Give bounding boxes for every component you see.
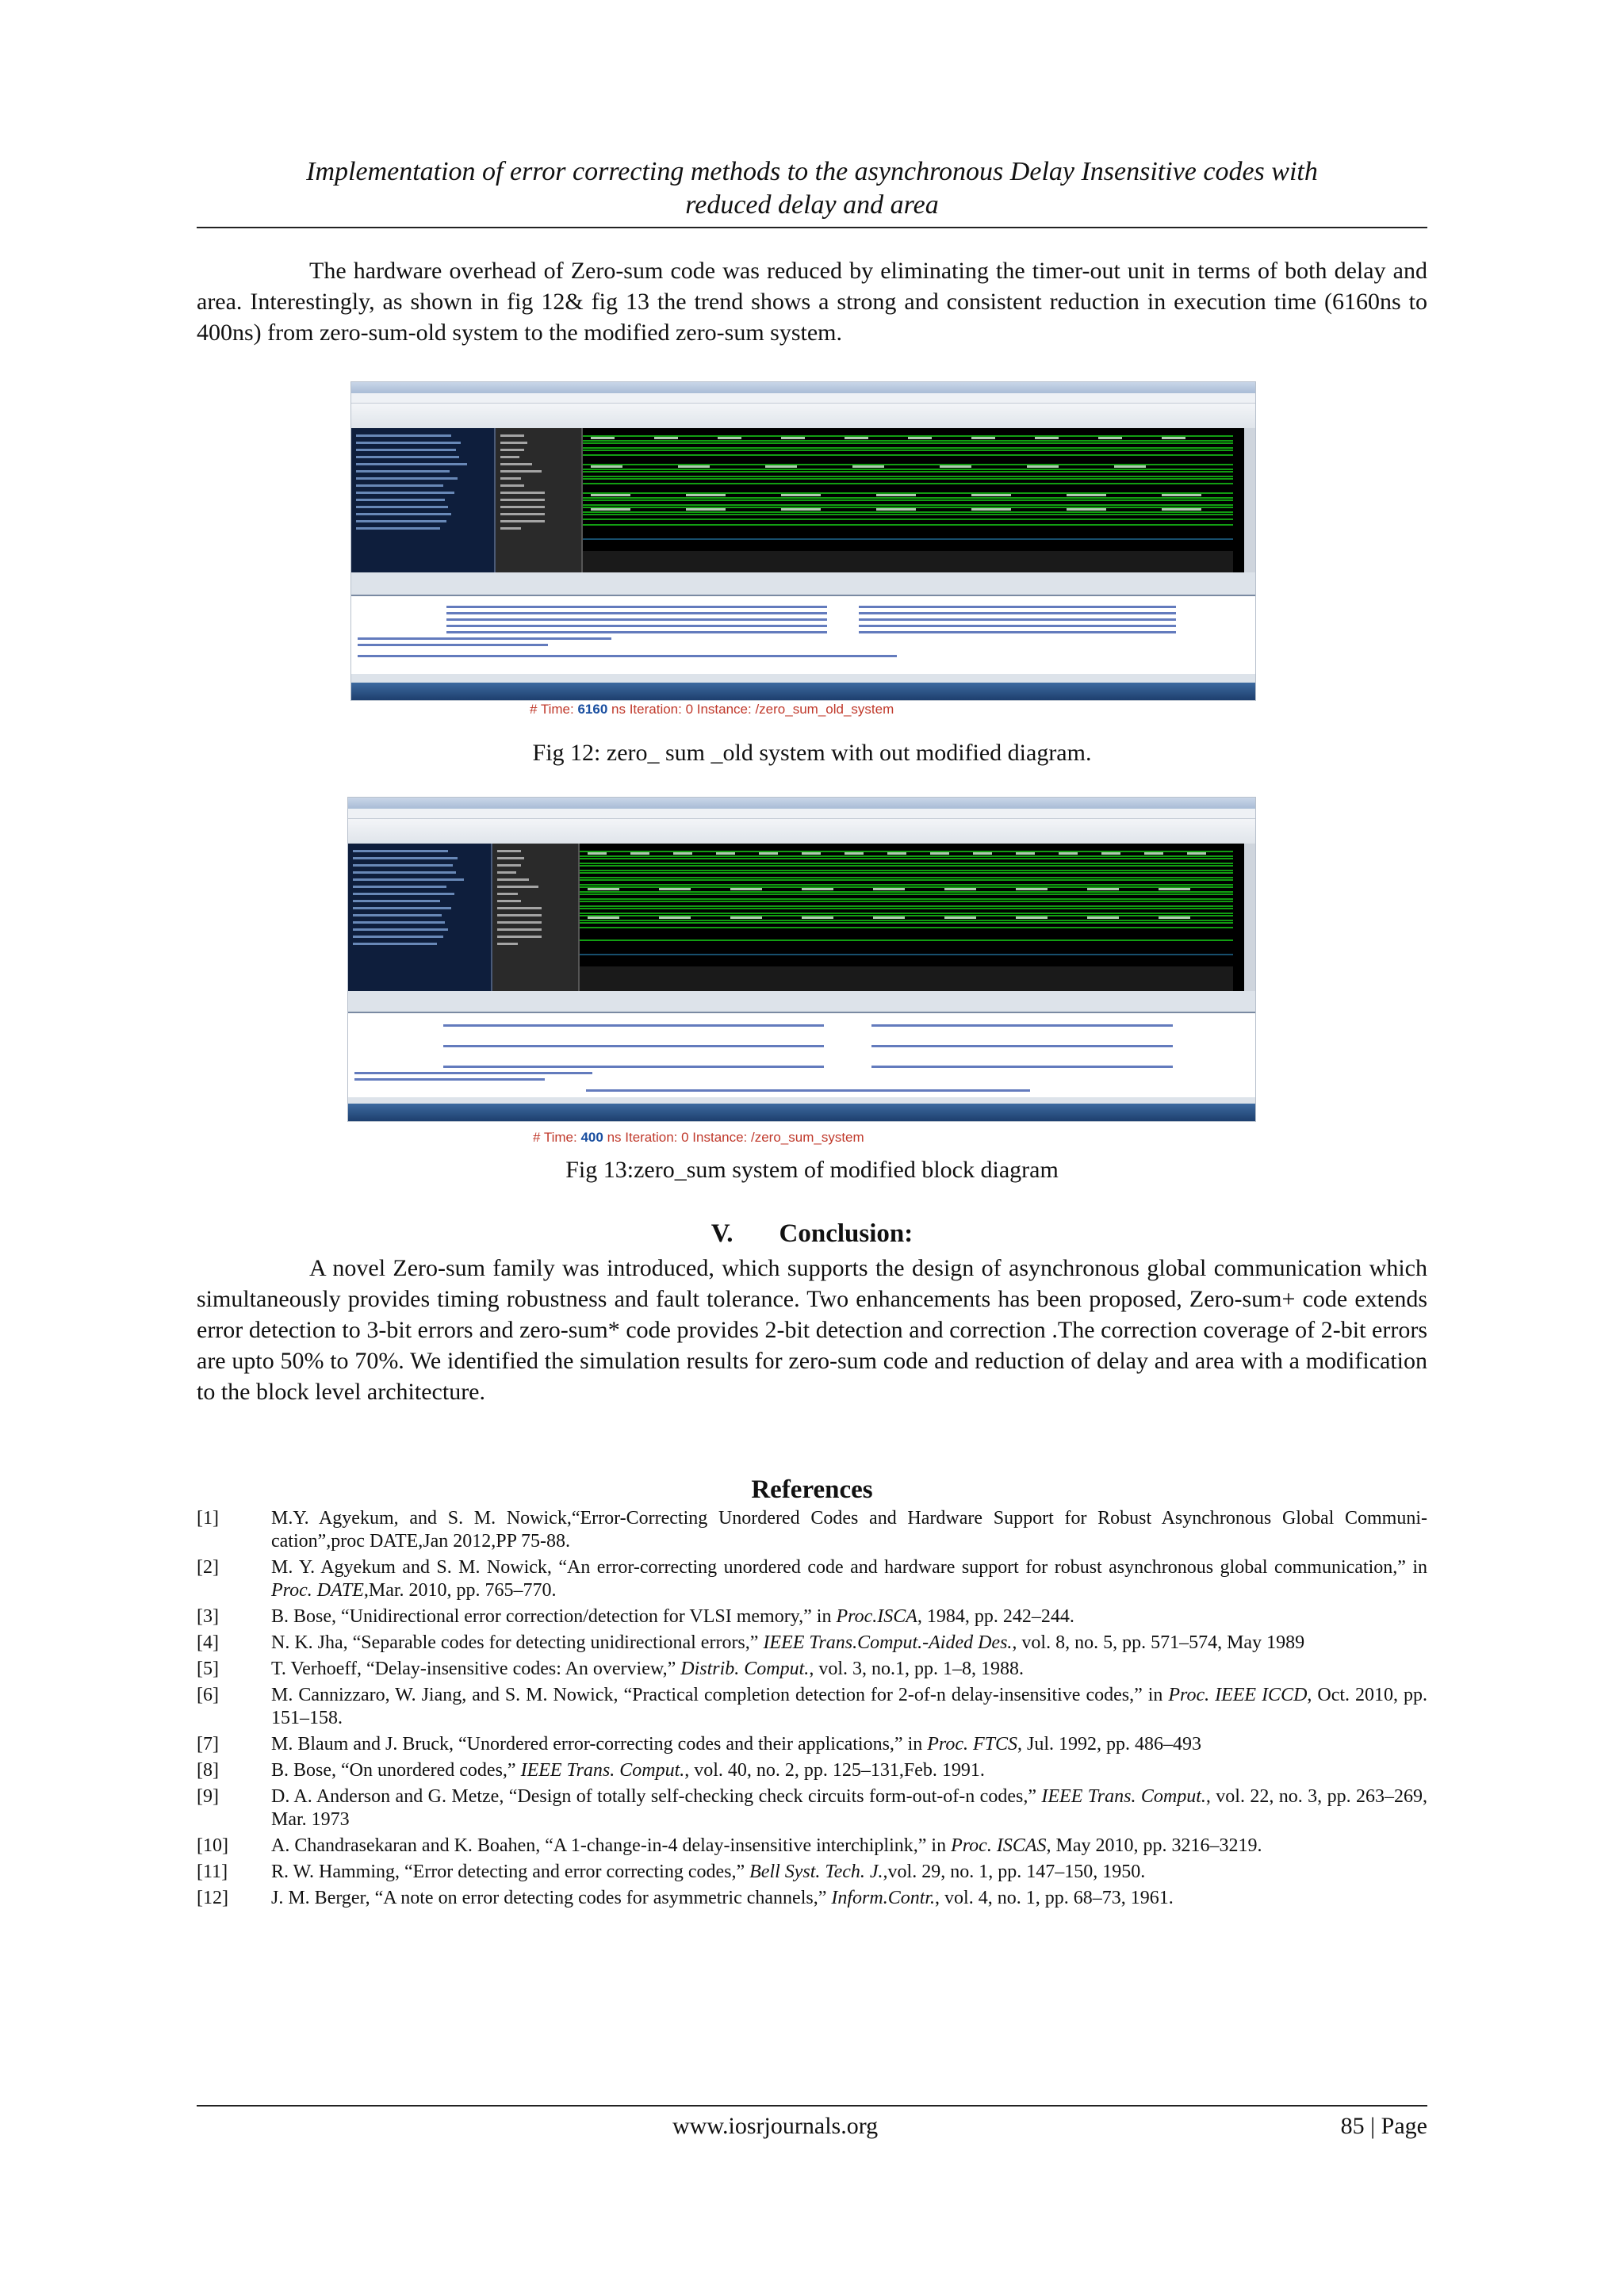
footer-url[interactable]: www.iosrjournals.org xyxy=(672,2113,879,2139)
reference-item xyxy=(197,1785,1427,1831)
reference-number: [4] xyxy=(197,1632,219,1653)
figure-13-time-label xyxy=(533,1130,864,1146)
running-header xyxy=(197,155,1427,222)
conclusion-paragraph: A novel Zero-sum family was introduced, which supports the design of asynchronous global communication which simultaneously provides timing robustness and fault tolerance. Two enhancements has been proposed, Zero-sum+ code extends error detection to 3-bit errors and zero-sum* code provides 2-bit detection and correction .The correction coverage of 2-bit errors are upto 50% to 70%. We identified the simulation results for zero-sum code and reduction of delay and area with a modification to the block level architecture. xyxy=(197,1255,1427,1405)
reference-venue: Proc.ISCA xyxy=(836,1606,917,1627)
reference-number: [3] xyxy=(197,1606,219,1627)
reference-text xyxy=(271,1887,1427,1910)
signal-value-rows xyxy=(492,844,578,991)
figure-13-screenshot xyxy=(347,797,1256,1122)
reference-text xyxy=(271,1684,1427,1730)
signal-value-list xyxy=(492,844,580,991)
reference-text xyxy=(271,1632,1427,1655)
waveform-trace-graphic xyxy=(580,844,1233,991)
reference-venue: Distrib. Comput. xyxy=(680,1659,810,1679)
reference-venue: Proc. ISCAS xyxy=(951,1835,1047,1856)
reference-text-main: M.Y. Agyekum, and S. M. Nowick,“Error-Correcting Unordered Codes and Hardware Support for Robust Asynchronous Global Communi-cation”,proc DATE,Jan 2012,PP 75-88. xyxy=(271,1508,1427,1552)
figure-13-time-prefix: # Time: xyxy=(533,1130,581,1145)
reference-item xyxy=(197,1684,1427,1730)
reference-text xyxy=(271,1556,1427,1602)
reference-details: , vol. 22, no. 3, pp. 263–269, Mar. 1973 xyxy=(271,1786,1427,1830)
figure-12-screenshot xyxy=(350,381,1256,701)
sim-toolbar xyxy=(348,819,1255,845)
sim-window-titlebar xyxy=(351,382,1255,393)
reference-number: [2] xyxy=(197,1557,219,1578)
reference-text xyxy=(271,1835,1427,1858)
signal-value-rows xyxy=(496,428,581,572)
reference-number: [6] xyxy=(197,1685,219,1705)
reference-venue: IEEE Trans. Comput. xyxy=(1041,1786,1206,1807)
reference-details: , 1984, pp. 242–244. xyxy=(917,1606,1074,1627)
reference-text-main: D. A. Anderson and G. Metze, “Design of totally self-checking check circuits form-out-of-n codes,” xyxy=(271,1786,1042,1807)
reference-item xyxy=(197,1733,1427,1756)
transcript-text-lines xyxy=(351,596,1255,674)
reference-details: , May 2010, pp. 3216–3219. xyxy=(1046,1835,1262,1856)
signal-name-rows xyxy=(348,844,491,991)
reference-venue: Proc. IEEE ICCD xyxy=(1168,1685,1308,1705)
reference-details: , Jul. 1992, pp. 486–493 xyxy=(1017,1734,1202,1755)
conclusion-title: Conclusion: xyxy=(779,1219,914,1248)
reference-number: [1] xyxy=(197,1508,219,1529)
reference-details: , vol. 3, no.1, pp. 1–8, 1988. xyxy=(809,1659,1024,1679)
footer-page-number: 85 | Page xyxy=(1340,2113,1427,2139)
reference-item xyxy=(197,1507,1427,1553)
reference-text-main: R. W. Hamming, “Error detecting and error correcting codes,” xyxy=(271,1862,750,1882)
reference-venue: Bell Syst. Tech. J. xyxy=(749,1862,883,1882)
signal-value-list xyxy=(496,428,583,572)
reference-text xyxy=(271,1507,1427,1553)
running-header-line1: Implementation of error correcting methods to the asynchronous Delay Insensitive codes with xyxy=(306,157,1318,186)
reference-venue: IEEE Trans. Comput. xyxy=(520,1760,685,1781)
figure-12-time-label xyxy=(530,702,894,718)
reference-text-main: J. M. Berger, “A note on error detecting codes for asymmetric channels,” xyxy=(271,1888,832,1908)
waveform-panel xyxy=(351,428,1255,572)
reference-text xyxy=(271,1785,1427,1831)
reference-number: [10] xyxy=(197,1835,228,1856)
figure-12-time-value: 6160 xyxy=(577,702,608,717)
waveform-scrollbar[interactable] xyxy=(1244,844,1255,991)
reference-item xyxy=(197,1759,1427,1782)
reference-item xyxy=(197,1835,1427,1858)
figure-12-time-prefix: # Time: xyxy=(530,702,578,717)
reference-venue: Proc. DATE xyxy=(271,1580,364,1601)
reference-text-main: T. Verhoeff, “Delay-insensitive codes: An overview,” xyxy=(271,1659,681,1679)
reference-details: ,vol. 29, no. 1, pp. 147–150, 1950. xyxy=(883,1862,1146,1882)
figure-12-caption: Fig 12: zero_ sum _old system with out modified diagram. xyxy=(532,740,1092,766)
reference-item xyxy=(197,1556,1427,1602)
reference-text-main: M. Cannizzaro, W. Jiang, and S. M. Nowick, “Practical completion detection for 2-of-n delay-insensitive codes,” in xyxy=(271,1685,1169,1705)
reference-text-main: M. Y. Agyekum and S. M. Nowick, “An error-correcting unordered code and hardware support for robust asynchronous global communication,” in xyxy=(271,1557,1427,1578)
reference-details: , Oct. 2010, pp. 151–158. xyxy=(271,1685,1427,1728)
os-taskbar xyxy=(348,1104,1255,1121)
waveform-traces xyxy=(583,428,1244,572)
reference-details: , vol. 4, no. 1, pp. 68–73, 1961. xyxy=(935,1888,1174,1908)
conclusion-number: V. xyxy=(710,1219,733,1248)
reference-number: [12] xyxy=(197,1888,228,1908)
running-header-line2: reduced delay and area xyxy=(685,190,939,220)
sim-window-titlebar xyxy=(348,798,1255,809)
reference-item xyxy=(197,1658,1427,1681)
figure-12-time-rest: ns Iteration: 0 Instance: /zero_sum_old_system xyxy=(607,702,894,717)
reference-number: [9] xyxy=(197,1786,219,1807)
reference-details: , vol. 40, no. 2, pp. 125–131,Feb. 1991. xyxy=(684,1760,985,1781)
reference-number: [8] xyxy=(197,1760,219,1781)
reference-text xyxy=(271,1759,1427,1782)
reference-venue: IEEE Trans.Comput.-Aided Des. xyxy=(763,1632,1013,1653)
conclusion-heading xyxy=(197,1219,1427,1249)
figure-13-time-value: 400 xyxy=(580,1130,603,1145)
reference-item xyxy=(197,1605,1427,1628)
reference-text xyxy=(271,1658,1427,1681)
reference-text xyxy=(271,1861,1427,1884)
figure-13-time-rest: ns Iteration: 0 Instance: /zero_sum_system xyxy=(603,1130,864,1145)
transcript-text-lines xyxy=(348,1013,1255,1097)
reference-text xyxy=(271,1733,1427,1756)
reference-text-main: M. Blaum and J. Bruck, “Unordered error-correcting codes and their applications,” in xyxy=(271,1734,928,1755)
waveform-scrollbar[interactable] xyxy=(1244,428,1255,572)
reference-number: [7] xyxy=(197,1734,219,1755)
footer-rule xyxy=(197,2105,1427,2107)
signal-name-rows xyxy=(351,428,494,572)
reference-number: [11] xyxy=(197,1862,228,1882)
references-heading: References xyxy=(751,1475,873,1504)
sim-menubar xyxy=(351,393,1255,404)
transcript-panel xyxy=(351,595,1255,674)
signal-name-list xyxy=(348,844,492,991)
reference-text-main: B. Bose, “On unordered codes,” xyxy=(271,1760,521,1781)
os-taskbar xyxy=(351,683,1255,700)
reference-text-main: A. Chandrasekaran and K. Boahen, “A 1-change-in-4 delay-insensitive interchiplink,” in xyxy=(271,1835,952,1856)
waveform-traces xyxy=(580,844,1244,991)
reference-details: , vol. 8, no. 5, pp. 571–574, May 1989 xyxy=(1012,1632,1305,1653)
reference-text xyxy=(271,1605,1427,1628)
header-rule xyxy=(197,227,1427,228)
reference-item xyxy=(197,1861,1427,1884)
reference-text-main: B. Bose, “Unidirectional error correction/detection for VLSI memory,” in xyxy=(271,1606,837,1627)
reference-item xyxy=(197,1887,1427,1910)
reference-item xyxy=(197,1632,1427,1655)
waveform-panel xyxy=(348,844,1255,991)
reference-number: [5] xyxy=(197,1659,219,1679)
references-list xyxy=(197,1507,1427,1913)
reference-venue: Proc. FTCS xyxy=(927,1734,1018,1755)
waveform-trace-graphic xyxy=(583,428,1233,572)
reference-venue: Inform.Contr. xyxy=(831,1888,936,1908)
intro-paragraph: The hardware overhead of Zero-sum code was reduced by eliminating the timer-out unit in terms of both delay and area. Interestingly, as shown in fig 12& fig 13 the trend shows a strong and consistent reduction in execution time (6160ns to 400ns) from zero-sum-old system to the modified zero-sum system. xyxy=(197,258,1427,346)
transcript-panel xyxy=(348,1012,1255,1097)
figure-13-caption: Fig 13:zero_sum system of modified block diagram xyxy=(565,1157,1059,1183)
signal-name-list xyxy=(351,428,496,572)
sim-menubar xyxy=(348,809,1255,819)
reference-details: ,Mar. 2010, pp. 765–770. xyxy=(363,1580,557,1601)
sim-toolbar xyxy=(351,404,1255,430)
reference-text-main: N. K. Jha, “Separable codes for detecting unidirectional errors,” xyxy=(271,1632,764,1653)
